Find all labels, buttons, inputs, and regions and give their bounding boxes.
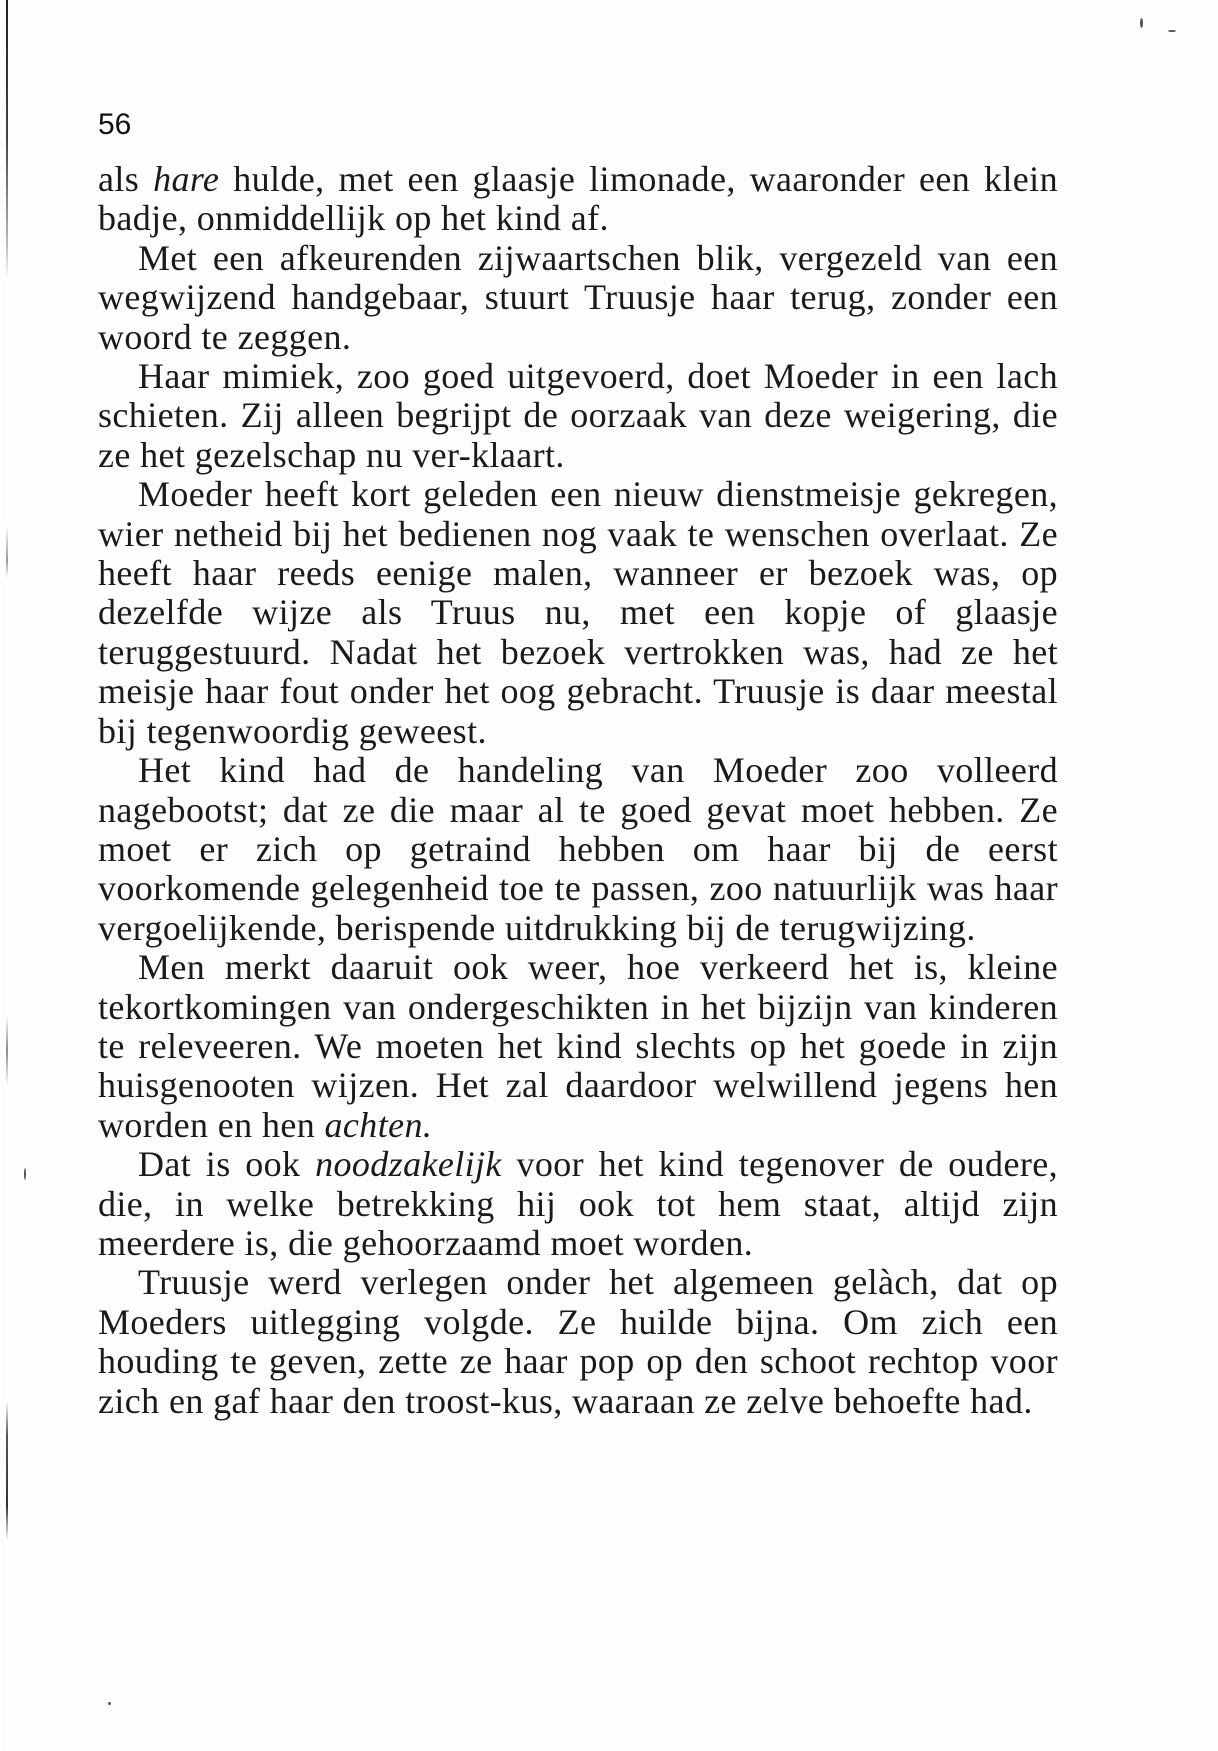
- page-edge-shadow: [6, 0, 8, 1751]
- italic-text: hare: [153, 159, 220, 199]
- page-number: 56: [98, 108, 132, 141]
- text-segment: Met een afkeurenden zijwaartschen blik, vergezeld van een wegwijzend handgebaar, stuurt Truusje haar terug, zonder een woord te zeggen.: [98, 237, 1058, 357]
- body-text: [98, 160, 1058, 1421]
- paragraph: [98, 357, 1058, 475]
- text-segment: Moeder heeft kort geleden een nieuw dienstmeisje gekregen, wier netheid bij het bedienen nog vaak te wenschen overlaat. Ze heeft haar reeds eenige malen, wanneer er bezoek was, op dezelfde wijze als Truus nu, met een kopje of glaasje teruggestuurd. Nadat het bezoek vertrokken was, had ze het meisje haar fout onder het oog gebracht. Truusje is daar meestal bij tegenwoordig geweest.: [98, 474, 1058, 751]
- text-segment: als: [98, 159, 154, 199]
- italic-text: achten.: [324, 1104, 433, 1145]
- text-segment: Men merkt daaruit ook weer, hoe verkeerd het is, kleine tekortkomingen van ondergeschikten in het bijzijn van kinderen te releveeren. We moeten het kind slechts op het goede in zijn huisgenooten wijzen. Het zal daardoor welwillend jegens hen worden en hen: [98, 947, 1058, 1145]
- paragraph: [98, 160, 1058, 239]
- paragraph: [98, 1145, 1058, 1263]
- print-speck: [24, 1168, 26, 1180]
- text-segment: hulde, met een glaasje limonade, waaronder een klein badje, onmiddellijk op het kind af.: [98, 159, 1058, 239]
- text-segment: Truusje werd verlegen onder het algemeen gelàch, dat op Moeders uitlegging volgde. Ze huilde bijna. Om zich een houding te geven, zette ze haar pop op den schoot rechtop voor zich en gaf haar den troost-kus, waaraan ze zelve behoefte had.: [98, 1262, 1058, 1421]
- print-speck: [1140, 18, 1143, 28]
- print-speck: [1168, 30, 1176, 32]
- text-segment: voor het kind tegenover de oudere, die, in welke betrekking hij ook tot hem staat, altijd zijn meerdere is, die gehoorzaamd moet worden.: [98, 1144, 1058, 1263]
- paragraph: [98, 751, 1058, 948]
- text-segment: Het kind had de handeling van Moeder zoo volleerd nagebootst; dat ze die maar al te goed gevat moet hebben. Ze moet er zich op getraind hebben om haar bij de eerst voorkomende gelegenheid toe te passen, zoo natuurlijk was haar vergoelijkende, berispende uitdrukking bij de terugwijzing.: [98, 750, 1058, 948]
- paragraph: [98, 475, 1058, 751]
- paragraph: [98, 239, 1058, 357]
- paragraph: [98, 948, 1058, 1145]
- paragraph: [98, 1263, 1058, 1421]
- text-segment: Dat is ook: [138, 1144, 316, 1185]
- print-speck: [108, 1702, 111, 1705]
- italic-text: noodzakelijk: [315, 1144, 502, 1185]
- text-segment: Haar mimiek, zoo goed uitgevoerd, doet Moeder in een lach schieten. Zij alleen begrijpt de oorzaak van deze weigering, die ze het gezelschap nu ver-klaart.: [98, 356, 1058, 475]
